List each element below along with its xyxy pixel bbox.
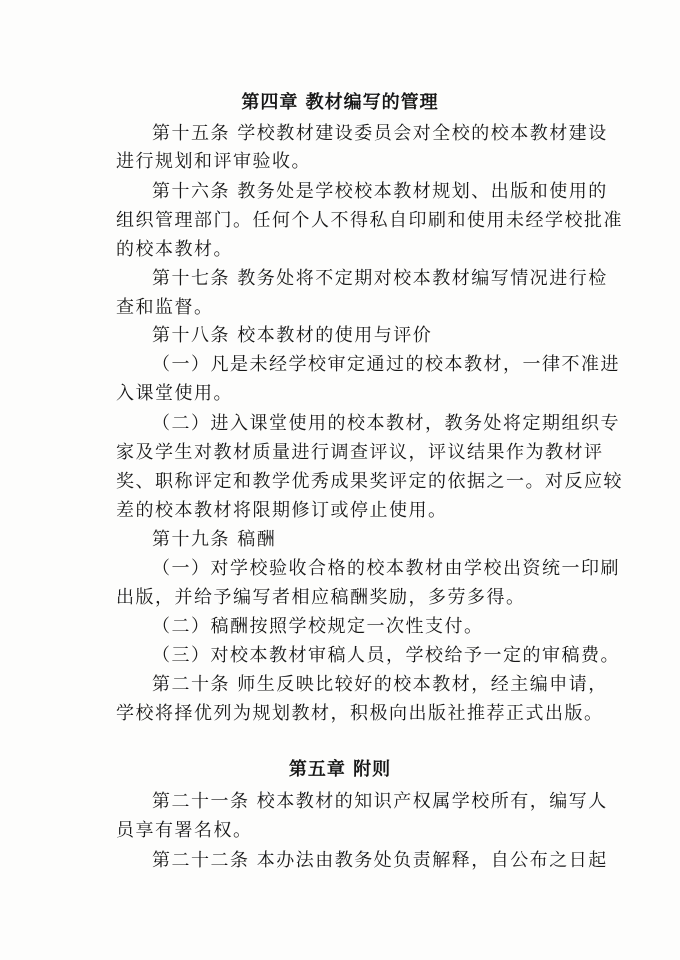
- article-21-line-2: 员享有署名权。: [116, 820, 253, 841]
- article-19-item-1-line-1: （一）对学校验收合格的校本教材由学校出资统一印刷: [152, 558, 620, 579]
- chapter-5-heading: 第五章 附则: [288, 759, 392, 780]
- article-18-item-2-line-4: 差的校本教材将限期修订或停止使用。: [116, 500, 448, 521]
- article-19-item-2: （二）稿酬按照学校规定一次性支付。: [152, 616, 484, 637]
- article-15-line-2: 进行规划和评审验收。: [116, 151, 311, 172]
- article-18-item-1-line-2: 入课堂使用。: [116, 383, 233, 404]
- article-19-item-3: （三）对校本教材审稿人员，学校给予一定的审稿费。: [152, 645, 620, 666]
- article-17-line-2: 查和监督。: [116, 297, 214, 318]
- article-19-item-1-line-2: 出版，并给予编写者相应稿酬奖励，多劳多得。: [116, 587, 526, 608]
- article-16-line-3: 的校本教材。: [116, 239, 233, 260]
- article-20-line-1: 第二十条 师生反映比较好的校本教材，经主编申请，: [152, 674, 608, 695]
- article-22-line-1: 第二十二条 本办法由教务处负责解释，自公布之日起: [152, 850, 608, 871]
- article-19-title: 第十九条 稿酬: [152, 529, 277, 550]
- article-18-item-1-line-1: （一）凡是未经学校审定通过的校本教材，一律不准进: [152, 354, 620, 375]
- article-18-title: 第十八条 校本教材的使用与评价: [152, 325, 433, 346]
- article-17-line-1: 第十七条 教务处将不定期对校本教材编写情况进行检: [152, 268, 608, 289]
- article-16-line-2: 组织管理部门。任何个人不得私自印刷和使用未经学校批准: [116, 210, 623, 231]
- article-21-line-1: 第二十一条 校本教材的知识产权属学校所有，编写人: [152, 791, 608, 812]
- article-18-item-2-line-2: 家及学生对教材质量进行调查评议，评议结果作为教材评: [116, 442, 604, 463]
- article-20-line-2: 学校将择优列为规划教材，积极向出版社推荐正式出版。: [116, 703, 604, 724]
- article-18-item-2-line-1: （二）进入课堂使用的校本教材，教务处将定期组织专: [152, 413, 620, 434]
- article-16-line-1: 第十六条 教务处是学校校本教材规划、出版和使用的: [152, 181, 608, 202]
- article-15-line-1: 第十五条 学校教材建设委员会对全校的校本教材建设: [152, 123, 608, 144]
- article-18-item-2-line-3: 奖、职称评定和教学优秀成果奖评定的依据之一。对反应较: [116, 471, 623, 492]
- chapter-4-heading: 第四章 教材编写的管理: [241, 92, 439, 113]
